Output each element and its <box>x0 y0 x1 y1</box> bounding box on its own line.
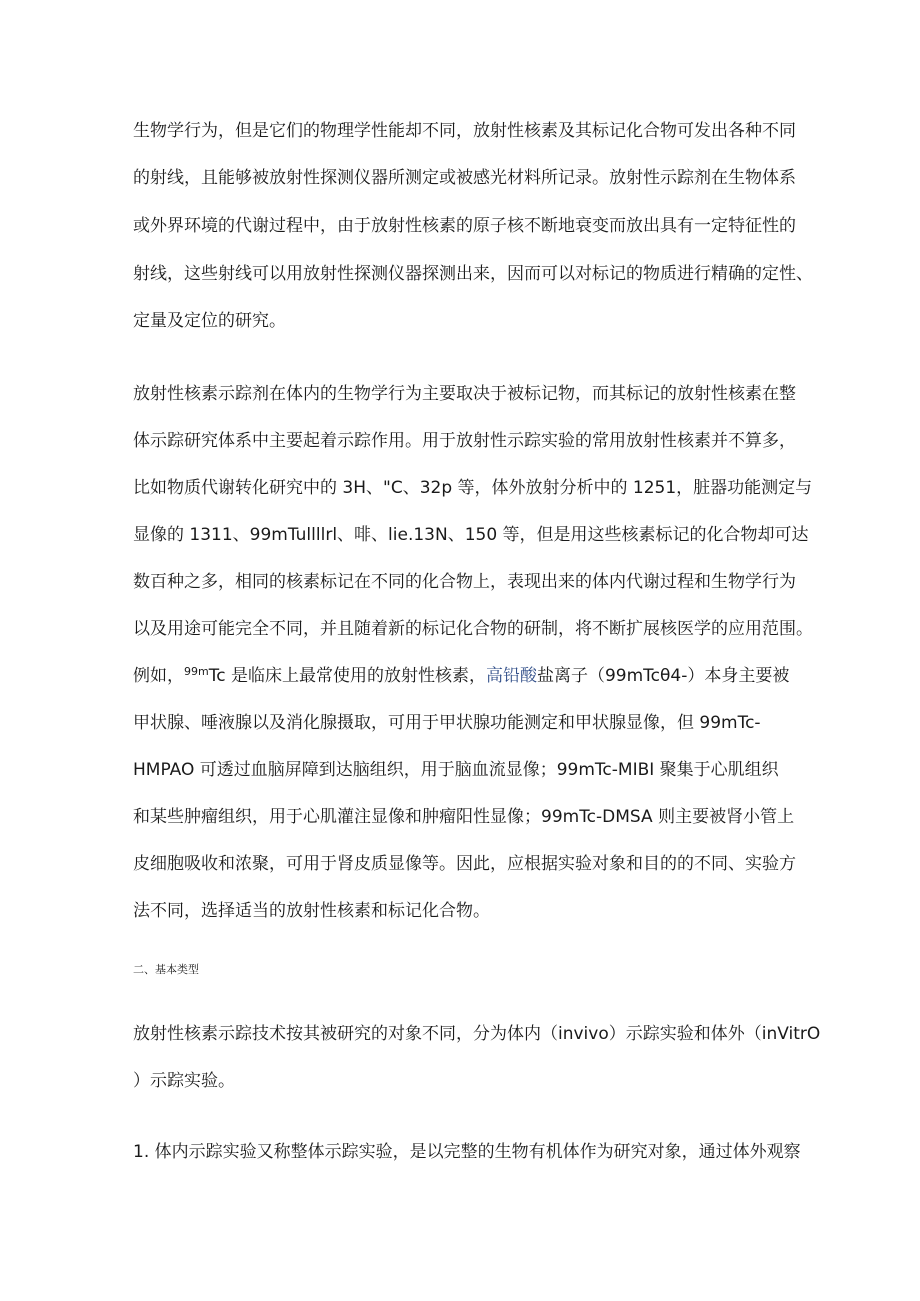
text-line: 数百种之多，相同的核素标记在不同的化合物上，表现出来的体内代谢过程和生物学行为 <box>133 572 796 592</box>
text-line: 法不同，选择适当的放射性核素和标记化合物。 <box>133 901 490 921</box>
example-after-sup: Tc 是临床上最常使用的放射性核素， <box>208 666 486 686</box>
paragraph-1 <box>133 119 813 333</box>
text-line: 的射线，且能够被放射性探测仪器所测定或被感光材料所记录。放射性示踪剂在生物体系 <box>133 168 796 188</box>
paragraph-3 <box>133 1022 821 1093</box>
text-line: 或外界环境的代谢过程中，由于放射性核素的原子核不断地衰变而放出具有一定特征性的 <box>133 216 796 236</box>
text-line: 皮细胞吸收和浓聚，可用于肾皮质显像等。因此，应根据实验对象和目的的不同、实验方 <box>133 854 796 874</box>
text-line: 体示踪研究体系中主要起着示踪作用。用于放射性示踪实验的常用放射性核素并不算多， <box>133 431 796 451</box>
text-line: 定量及定位的研究。 <box>133 311 286 331</box>
text-line: 比如物质代谢转化研究中的 3H、"C、32p 等，体外放射分析中的 1251，脏器功能测定与 <box>133 478 813 498</box>
highlighted-term: 高铅酸 <box>485 666 537 686</box>
text-line: HMPAO 可透过血脑屏障到达脑组织，用于脑血流显像；99mTc-MIBI 聚集于心肌组织 <box>133 760 779 780</box>
text-line: 1. 体内示踪实验又称整体示踪实验，是以完整的生物有机体作为研究对象，通过体外观察 <box>133 1142 801 1162</box>
text-line: 放射性核素示踪剂在体内的生物学行为主要取决于被标记物，而其标记的放射性核素在整 <box>133 384 796 404</box>
text-line: 显像的 1311、99mTullllrl、啡、lie.13N、150 等，但是用这些核素标记的化合物却可达 <box>133 525 809 545</box>
text-line: 以及用途可能完全不同，并且随着新的标记化合物的研制，将不断扩展核医学的应用范围。 <box>133 619 813 639</box>
section-heading: 二、基本类型 <box>133 963 199 976</box>
text-line: 放射性核素示踪技术按其被研究的对象不同，分为体内（invivo）示踪实验和体外（inVitrO <box>133 1024 821 1044</box>
paragraph-4 <box>133 1140 801 1164</box>
text-line: 和某些肿瘤组织，用于心肌灌注显像和肿瘤阳性显像；99mTc-DMSA 则主要被肾小管上 <box>133 807 795 827</box>
text-line: ）示踪实验。 <box>133 1071 235 1091</box>
paragraph-2 <box>133 382 813 923</box>
text-line-example <box>133 664 798 688</box>
text-line: 甲状腺、唾液腺以及消化腺摄取，可用于甲状腺功能测定和甲状腺显像，但 99mTc- <box>133 713 761 733</box>
text-line: 射线，这些射线可以用放射性探测仪器探测出来，因而可以对标记的物质进行精确的定性、 <box>133 264 813 284</box>
superscript-mass-number: 99m <box>184 665 209 678</box>
example-suffix: 盐离子（99mTcθ4-）本身主要被 <box>536 666 790 686</box>
example-prefix: 例如， <box>133 666 184 686</box>
text-line: 生物学行为，但是它们的物理学性能却不同，放射性核素及其标记化合物可发出各种不同 <box>133 121 796 141</box>
